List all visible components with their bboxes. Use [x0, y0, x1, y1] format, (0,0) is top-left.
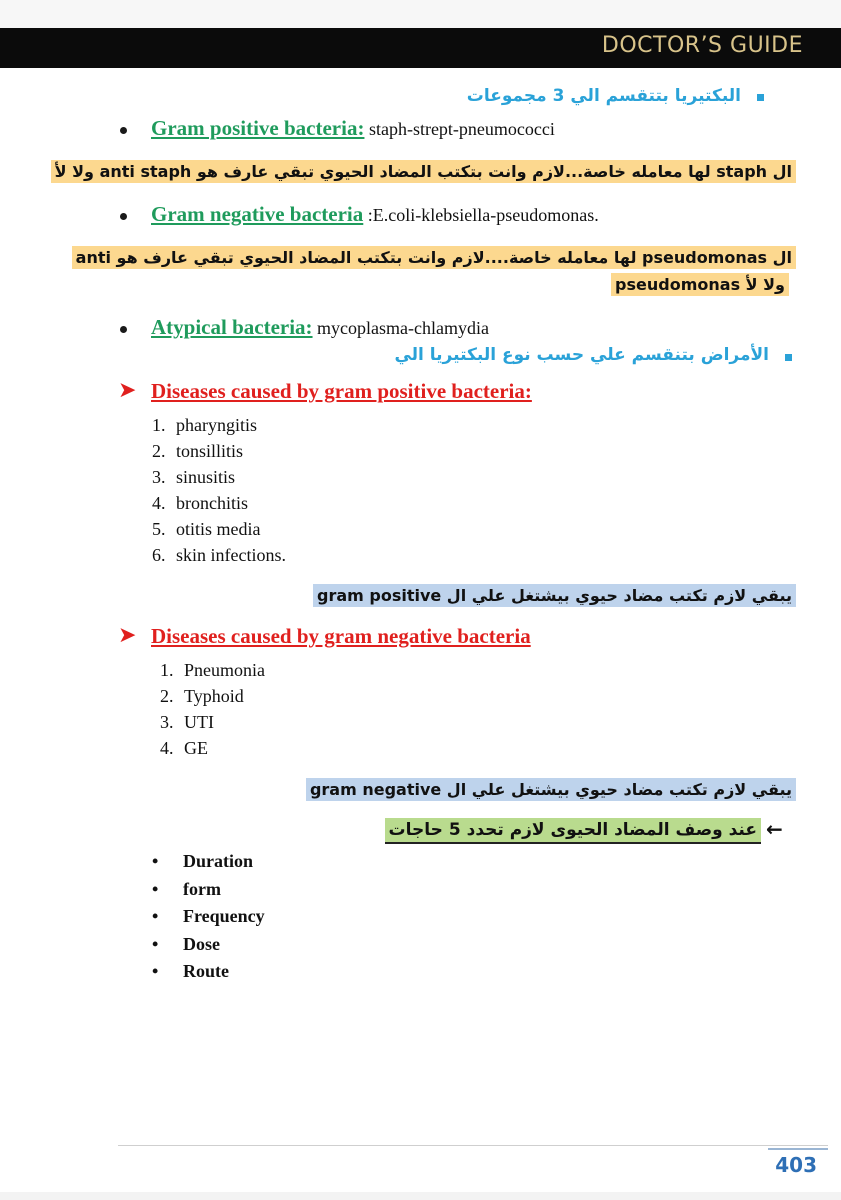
list-item: 3. sinusitis: [152, 467, 236, 487]
list-item: • Frequency: [152, 906, 265, 926]
list-item: 2. tonsillitis: [152, 441, 244, 461]
list-item: 4. bronchitis: [152, 493, 248, 513]
note-pseudomonas-line1: ال pseudomonas لها معامله خاصة....لازم وانت بتكتب المضاد الحيوي تبقي عارف هو anti: [72, 246, 796, 269]
list-item: 1. Pneumonia: [160, 660, 265, 680]
list-item: 5. otitis media: [152, 519, 261, 539]
prescription-heading: عند وصف المضاد الحيوى لازم تحدد 5 حاجات: [385, 818, 761, 844]
list-item: • Dose: [152, 933, 220, 954]
list-item: • Route: [152, 961, 229, 981]
bottom-strip: [0, 1192, 841, 1200]
group-name: Gram negative bacteria: [151, 202, 364, 226]
note-negative: يبقي لازم تكتب مضاد حيوي بيشتغل علي ال gram negative: [306, 778, 796, 801]
group-examples: :E.coli-klebsiella-pseudomonas.: [363, 205, 599, 225]
group-atypical: [151, 315, 489, 340]
prescription-list: [152, 848, 265, 986]
group-examples: mycoplasma-chlamydia: [312, 318, 489, 338]
group-name: Atypical bacteria:: [151, 315, 313, 339]
list-item: 6. skin infections.: [152, 545, 286, 565]
arrow-left-icon: ←: [766, 817, 783, 841]
footer-tab: [768, 1148, 828, 1150]
negative-disease-list: [160, 657, 265, 761]
arrow-right-icon: ➤: [118, 378, 137, 403]
section-heading-groups: البكتيريا بتتقسم الي 3 مجموعات: [466, 86, 741, 106]
note-staph: ال staph لها معامله خاصة...لازم وانت بتكتب المضاد الحيوي تبقي عارف هو anti staph ولا لأ: [51, 160, 796, 183]
list-item: 2. Typhoid: [160, 686, 244, 706]
list-item: 3. UTI: [160, 712, 214, 732]
heading-positive-diseases: Diseases caused by gram positive bacteria:: [151, 379, 532, 403]
note-positive: يبقي لازم تكتب مضاد حيوي بيشتغل علي ال gram positive: [313, 584, 796, 607]
header-title: DOCTOR’S GUIDE: [601, 33, 803, 58]
positive-disease-list: [152, 412, 286, 568]
arrow-right-icon: ➤: [118, 623, 137, 648]
bullet-dot-icon: [120, 127, 127, 134]
list-item: • form: [152, 878, 221, 899]
heading-negative-diseases: Diseases caused by gram negative bacteria: [151, 624, 531, 648]
bullet-dot-icon: [120, 213, 127, 220]
group-examples: staph-strept-pneumococci: [364, 119, 555, 139]
square-bullet-icon: [785, 354, 792, 361]
section-heading-diseases: الأمراض بتنقسم علي حسب نوع البكتيريا الي: [394, 345, 769, 365]
top-strip: [0, 0, 841, 28]
group-gram-negative: [151, 202, 599, 227]
page-number: 403: [775, 1153, 817, 1177]
square-bullet-icon: [757, 94, 764, 101]
bullet-dot-icon: [120, 326, 127, 333]
group-gram-positive: [151, 116, 555, 141]
note-pseudomonas-line2: pseudomonas ولا لأ: [611, 273, 789, 296]
list-item: 1. pharyngitis: [152, 415, 257, 435]
group-name: Gram positive bacteria:: [151, 116, 365, 140]
list-item: • Duration: [152, 851, 254, 871]
list-item: 4. GE: [160, 738, 208, 758]
footer-divider: [118, 1145, 828, 1146]
